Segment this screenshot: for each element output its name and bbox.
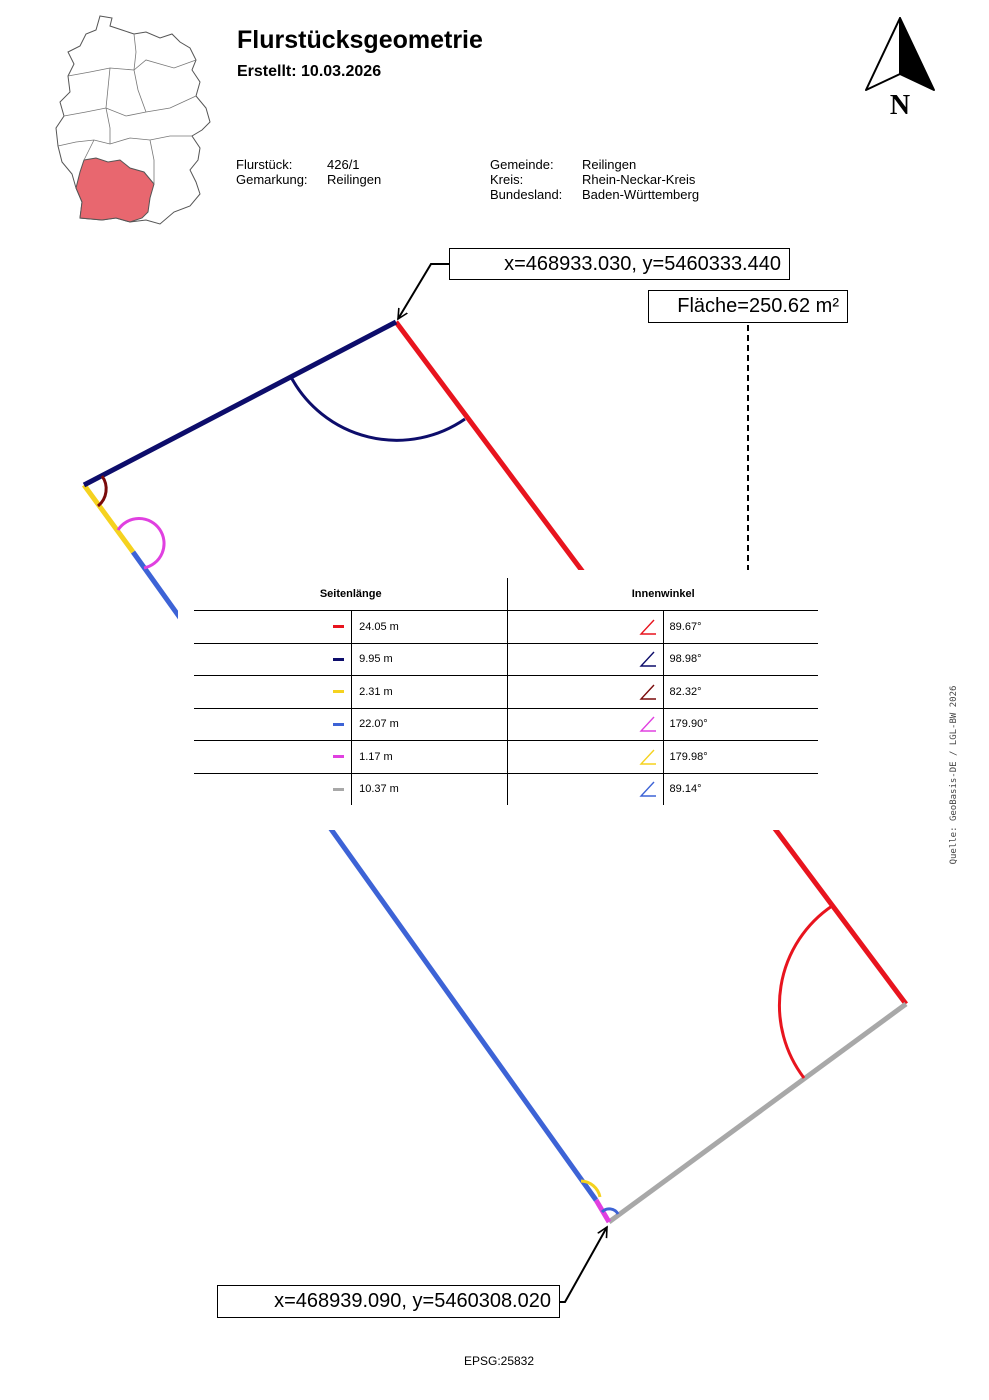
gemarkung-value: Reilingen: [327, 172, 382, 187]
side-color-swatch: [333, 788, 344, 791]
angle-icon-cell: [508, 611, 663, 644]
side-angle-table: [194, 578, 818, 805]
table-header-row: [194, 578, 818, 611]
side-yellow: [84, 485, 133, 552]
interior-angle: 82.32°: [663, 676, 818, 709]
side-length: 10.37 m: [352, 773, 508, 805]
angle-icon: [639, 716, 657, 732]
side-length: 2.31 m: [352, 676, 508, 709]
top-coordinate-leader: [398, 264, 449, 319]
angle-arc-red: [779, 906, 832, 1078]
side-color-cell: [194, 741, 352, 774]
side-color-swatch: [333, 755, 344, 758]
side-gray: [609, 1004, 906, 1222]
angle-icon: [639, 749, 657, 765]
angle-icon-cell: [508, 773, 663, 805]
flurstueck-value: 426/1: [327, 157, 360, 172]
side-length: 22.07 m: [352, 708, 508, 741]
table-row: [194, 773, 818, 805]
angle-icon: [639, 684, 657, 700]
angle-icon-cell: [508, 708, 663, 741]
table-row: [194, 708, 818, 741]
bottom-coordinate-label: x=468939.090, y=5460308.020: [217, 1285, 560, 1318]
gemarkung-label: Gemarkung:: [236, 172, 308, 187]
interior-angle: 89.67°: [663, 611, 818, 644]
angle-icon: [639, 619, 657, 635]
table-row: [194, 611, 818, 644]
side-length: 9.95 m: [352, 643, 508, 676]
north-label: N: [889, 90, 911, 118]
area-label: Fläche=250.62 m²: [648, 290, 848, 323]
interior-angle: 98.98°: [663, 643, 818, 676]
table-row: [194, 741, 818, 774]
angle-icon-cell: [508, 643, 663, 676]
table-row: [194, 676, 818, 709]
gemeinde-value: Reilingen: [582, 157, 637, 172]
angle-arc-darkred: [98, 476, 106, 506]
side-color-cell: [194, 773, 352, 805]
bundesland-value: Baden-Württemberg: [582, 187, 700, 202]
bundesland-label: Bundesland:: [490, 187, 563, 202]
angle-icon: [639, 781, 657, 797]
top-coordinate-label: x=468933.030, y=5460333.440: [449, 248, 790, 280]
flurstueck-label: Flurstück:: [236, 157, 293, 172]
gemeinde-label: Gemeinde:: [490, 157, 554, 172]
side-length: 1.17 m: [352, 741, 508, 774]
created-date: Erstellt: 10.03.2026: [237, 63, 382, 80]
side-angle-table-panel: [178, 570, 818, 830]
side-color-cell: [194, 676, 352, 709]
interior-angle: 179.90°: [663, 708, 818, 741]
angle-icon-cell: [508, 676, 663, 709]
table-row: [194, 643, 818, 676]
angle-icon: [639, 651, 657, 667]
side-color-cell: [194, 611, 352, 644]
side-color-swatch: [333, 658, 344, 661]
epsg-label: EPSG:25832: [463, 1354, 535, 1368]
interior-angle: 179.98°: [663, 741, 818, 774]
bottom-coordinate-leader: [560, 1227, 607, 1302]
source-attribution: Quelle: GeoBasis-DE / LGL-BW 2026: [949, 685, 959, 865]
side-color-cell: [194, 708, 352, 741]
page-title: Flurstücksgeometrie: [237, 26, 483, 54]
side-color-swatch: [333, 723, 344, 726]
side-navy: [84, 322, 396, 485]
side-color-swatch: [333, 625, 344, 628]
header-innenwinkel: Innenwinkel: [631, 588, 695, 600]
angle-arc-navy: [291, 377, 465, 440]
kreis-label: Kreis:: [490, 172, 524, 187]
kreis-value: Rhein-Neckar-Kreis: [582, 172, 696, 187]
side-length: 24.05 m: [352, 611, 508, 644]
angle-icon-cell: [508, 741, 663, 774]
interior-angle: 89.14°: [663, 773, 818, 805]
side-color-cell: [194, 643, 352, 676]
side-color-swatch: [333, 690, 344, 693]
header-seitenlaenge: Seitenlänge: [194, 578, 508, 611]
